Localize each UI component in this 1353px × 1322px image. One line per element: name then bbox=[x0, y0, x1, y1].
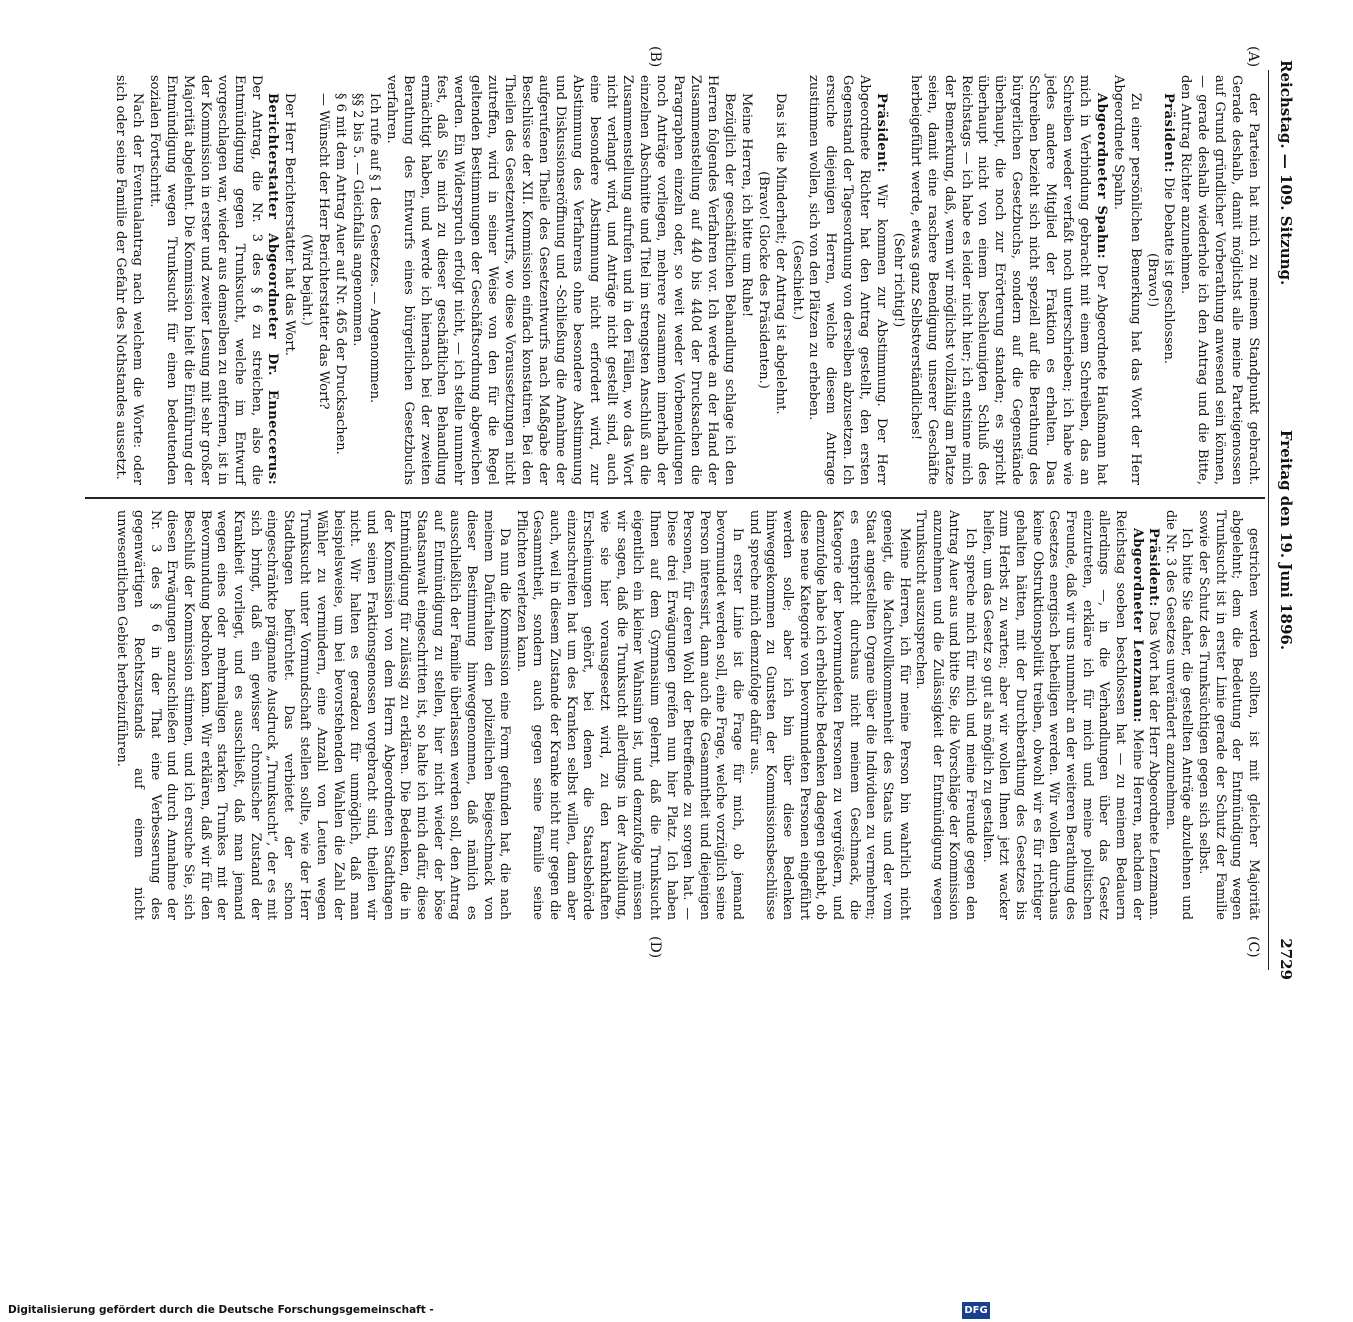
footer-credit: Digitalisierung gefördert durch die Deutsche Forschungsgemeinschaft - bbox=[8, 1304, 434, 1316]
margin-marker-d: (D) bbox=[647, 936, 663, 959]
speech-text: Wir kommen zur Abstimmung. Der Herr Abgeordnete Richter hat den Antrag gestellt, den ersten Gegenstand der Tagesordnung von derselben abzusetzen. Ich ersuche diejenigen Herren, welche diesem Antrage zustimmen wollen, sich von den Plätzen zu erheben. bbox=[806, 75, 890, 485]
text-paragraph: In erster Linie ist die Frage für mich, ob jemand bevormundet werden soll, eine Frage, welche vorzüglich seine Person interessirt, dann auch die Gesammtheit und diejenigen Personen, für deren Wohl der Betreffende zu sorgen hat. — Diese drei Erwägungen greifen nun hier Platz. Ich haben Ihnen auf dem Gymnasium gelernt, daß die Trunksucht eigentlich ein kleiner Wahnsinn ist, und demzufolge müssen wir sagen, daß die Trunksucht allerdings in der Ausbildung, wie sie hier vorausgesetzt wird, zu den krankhaften Erscheinungen gehört, bei denen die Staatsbehörde einzuschreiten hat um des Kranken selbst willen, dann aber auch, weil in diesem Zustande der Kranke nicht nur gegen die Gesammtheit, sondern auch gegen seine Familie seine Pflichten verletzen kann. bbox=[513, 510, 746, 920]
dfg-logo: DFG bbox=[962, 1302, 990, 1319]
stage-direction: (Geschieht.) bbox=[789, 239, 805, 321]
header-rule bbox=[1268, 70, 1269, 970]
speech-text: Die Debatte ist geschlossen. bbox=[1161, 177, 1177, 364]
margin-marker-a: (A) bbox=[1245, 46, 1261, 68]
right-column bbox=[113, 510, 1261, 920]
header-session: Reichstag. — 109. Sitzung. bbox=[1277, 60, 1295, 286]
stage-direction: (Wird bejaht.) bbox=[299, 234, 315, 326]
left-column bbox=[111, 75, 1261, 485]
speaker-name: Präsident: bbox=[874, 93, 890, 173]
text-paragraph: der Parteien hat mich zu meinem Standpunkt gebracht. Gerade deshalb, damit möglichst alle meine Parteigenossen auf Grund gründlicher Vorberathung anwesend sein können, — gerade deshalb wiederhole ich den Antrag und die Bitte, den Antrag Richter anzunehmen. bbox=[1178, 75, 1261, 485]
margin-marker-c: (C) bbox=[1245, 936, 1261, 958]
stage-direction: (Sehr richtig!) bbox=[890, 232, 906, 328]
stage-direction: (Bravo!) bbox=[1144, 252, 1160, 308]
speech-text: Der Abgeordnete Haußmann hat mich in Verbindung gebracht mit einem Schreiben, das an Schreiben weder verfaßt noch unterschrieben; ich habe wie jedes andere Mitglied der Fraktion es erhalten. Das Schreiben bezieht sich nicht speziell auf die Berathung des bürgerlichen Gesetzbuchs, sondern auf die Gegenstände überhaupt, die noch zur Erörterung standen; es spricht überhaupt nicht von einem beschleunigten Schluß des Reichstags — ich habe es leider nicht hier; ich entsinne mich der Bemerkung, daß, wenn wir möglichst vollzählig am Platze seien, damit eine raschere Beendigung unserer Geschäfte herbeigeführt werde, etwas ganz Selbstverständliches! bbox=[907, 75, 1109, 485]
page-number: 2729 bbox=[1277, 938, 1295, 980]
speaker-name: Präsident: bbox=[1146, 528, 1162, 607]
speaker-name: Abgeordneter Lenzmann: bbox=[1129, 528, 1145, 723]
text-paragraph: § 6 mit dem Antrag Auer auf Nr. 465 der Drucksachen. bbox=[333, 93, 349, 455]
text-paragraph: Da nun die Kommission eine Form gefunden hat, die nach meinem Dafürhalten den polizeilichen Beigeschmack von dieser Bestimmung hinweggenommen, daß nämlich es ausschließlich der Familie überlassen werden soll, den Antrag auf Entmündigung zu stellen, hier nicht wieder der böse Staatsanwalt eingeschritten ist, so halte ich mich dafür, diese Entmündigung für zulässig zu erklären. Die Bedenken, die in der Kommission von dem Herrn Abgeordneten Stadthagen und seinen Fraktionsgenossen vorgebracht sind, theilen wir nicht. Wir halten es geradezu für unmöglich, daß man beispielsweise, um bei bevorstehenden Wahlen die Zahl der Wähler zu vermindern, eine Anzahl von Leuten wegen Trunksucht unter Vormundschaft stellen sollte, wie der Herr Stadthagen befürchtet. Das verbietet der schon eingeschränkte prägnante Ausdruck „Trunksucht“, der es mit sich bringt, daß ein gewisser chronischer Zustand der Krankheit vorliegt, und es ausschließt, daß man jemand wegen eines oder mehrmaligen starken Trunkes mit der Bevormundung bedrohen kann. Wir erklären, daß wir für den Beschluß der Kommission stimmen, und ich ersuche Sie, sich diesen Erwägungen anzuschließen und durch Annahme der Nr. 3 des § 6 in der That eine Verbesserung des gegenwärtigen Rechtszustands auf einem nicht unwesentlichen Gebiet herbeizuführen. bbox=[114, 510, 513, 920]
speaker-name: Abgeordneter Spahn: bbox=[1093, 93, 1109, 260]
header-date: Freitag den 19. Juni 1896. bbox=[1277, 429, 1295, 651]
text-paragraph: Das ist die Minderheit; der Antrag ist abgelehnt. bbox=[772, 93, 788, 415]
text-paragraph: Zu einer persönlichen Bemerkung hat das Wort der Herr Abgeordnete Spahn. bbox=[1110, 75, 1143, 485]
speech-text: Meine Herren, nachdem der Reichstag soeben beschlossen hat — zu meinem Bedauern allerdings —, in die Verhandlungen über das Gesetz einzutreten, erkläre ich für mich und meine politischen Freunde, daß wir uns nunmehr an der weiteren Berathung des Gesetzes energisch betheiligen werden. Wir wollen durchaus keine Obstruktionspolitik treiben, obwohl wir es für richtiger gehalten hätten, mit der Durchberathung des Gesetzes bis zum Herbst zu warten; aber wir wollen Ihnen jetzt wacker helfen, um das Gesetz so gut als möglich zu gestalten. bbox=[979, 510, 1145, 921]
text-paragraph: Meine Herren, ich für meine Person bin wahrlich nicht geneigt, die Machtvollkommenheit des Staats und der vom Staat angestellten Organe über die Individuen zu vermehren; es entspricht durchaus nicht meinem Geschmack, die Kategorie der bevormundeten Personen zu vergrößern, und demzufolge habe ich erhebliche Bedenken dagegen gehabt, ob diese neue Kategorie von bevormundeten Personen eingeführt werden solle; aber ich bin über diese Bedenken hinweggekommen zu Gunsten der Kommissionsbeschlüsse und spreche mich demzufolge dafür aus. bbox=[746, 510, 912, 920]
text-paragraph: Ich bitte Sie daher, die gestellten Anträge abzulehnen und die Nr. 3 des Gesetzes unverändert anzunehmen. bbox=[1162, 510, 1195, 920]
speech-paragraph bbox=[805, 75, 890, 485]
page-header bbox=[1271, 60, 1295, 980]
speech-text: Der Antrag, die Nr. 3 des § 6 zu streichen, also die Entmündigung gegen Trunksucht, welche im Entwurf vorgeschlagen war, wieder aus demselben zu entfernen, ist in der Kommission in erster und zweiter Lesung mit sehr großer Majorität abgelehnt. Die Kommission hielt die Einführung der Entmündigung wegen Trunksucht für einen bedeutenden sozialen Fortschritt. bbox=[147, 75, 264, 485]
text-paragraph: Ich spreche mich für mich und meine Freunde gegen den Antrag Auer aus und bitte Sie, die Vorschläge der Kommission anzunehmen und die Zulässigkeit der Entmündigung wegen Trunksucht auszusprechen. bbox=[913, 510, 979, 920]
speech-text: Das Wort hat der Herr Abgeordnete Lenzmann. bbox=[1146, 610, 1162, 920]
column-divider bbox=[85, 497, 1265, 499]
text-paragraph: Bezüglich der geschäftlichen Behandlung schlage ich den Herren folgendes Verfahren vor. Ich werde an der Hand der Zusammenstellung auf 440 bis 440d der Drucksachen die Paragraphen einzeln oder, so weit weder Vorbemeldungen noch Anträge vorliegen, mehrere zusammen innerhalb der einzelnen Abschnitte und Titel im strengsten Anschluß an die Zusammenstellung aufrufen und in den Fällen, wo das Wort nicht verlangt wird, und Anträge nicht gestellt sind, auch eine besondere Abstimmung nicht erfordert wird, zur Abstimmung des Verfahrens ohne besondere Abstimmung und Diskussionseröffnung und -Schließung die Annahme der aufgerufenen Theile des Gesetzentwurfs nach Maßgabe der Beschlüsse der XII. Kommission einfach konstatiren. Bei den Theilen des Gesetzentwurfs, wo diese Voraussetzungen nicht zutreffen, wird in seiner Weise von den für die Regel geltenden Bestimmungen der Geschäftsordnung abgewichen werden. Ein Widerspruch erfolgt nicht, — ich stelle nunmehr fest, daß Sie mich zu dieser geschäftlichen Behandlung ermächtigt haben, und werde ich hiernach bei der zweiten Berathung des Entwurfs eines bürgerlichen Gesetzbuchs verfahren. bbox=[383, 75, 737, 485]
speaker-name: Berichterstatter Abgeordneter Dr. Enneccerus: bbox=[265, 93, 281, 485]
text-paragraph: — Wünscht der Herr Berichterstatter das Wort? bbox=[316, 93, 332, 410]
speaker-name: Präsident: bbox=[1161, 93, 1177, 173]
text-paragraph: Meine Herren, ich bitte um Ruhe! bbox=[738, 93, 754, 318]
speech-paragraph bbox=[145, 75, 280, 485]
text-paragraph: Ich rufe auf § 1 des Gesetzes. — Angenommen. bbox=[366, 93, 382, 404]
text-paragraph: Nach der Eventualantrag nach welchem die Worte: oder sich oder seine Familie der Gefahr des Nothstandes aussetzt. bbox=[113, 75, 146, 485]
text-paragraph: §§ 2 bis 5. — Gleichfalls angenommen. bbox=[349, 93, 365, 347]
speech-paragraph bbox=[1160, 75, 1177, 485]
text-paragraph: Der Herr Berichterstatter hat das Wort. bbox=[282, 93, 298, 356]
stage-direction: (Bravo! Glocke des Präsidenten.) bbox=[755, 171, 771, 389]
margin-marker-b: (B) bbox=[647, 46, 663, 68]
text-paragraph: gestrichen werden sollten, ist mit gleicher Majorität abgelehnt; dem die Bedeutung der Entmündigung wegen Trunksucht ist in erster Linie gerade der Schutz der Familie sowie der Schutz des Trunksüchtigen gegen sich selbst. bbox=[1196, 510, 1261, 920]
speech-paragraph bbox=[978, 510, 1144, 920]
page-footer bbox=[0, 1300, 1000, 1322]
speech-paragraph bbox=[906, 75, 1109, 485]
speech-paragraph bbox=[1145, 510, 1162, 920]
